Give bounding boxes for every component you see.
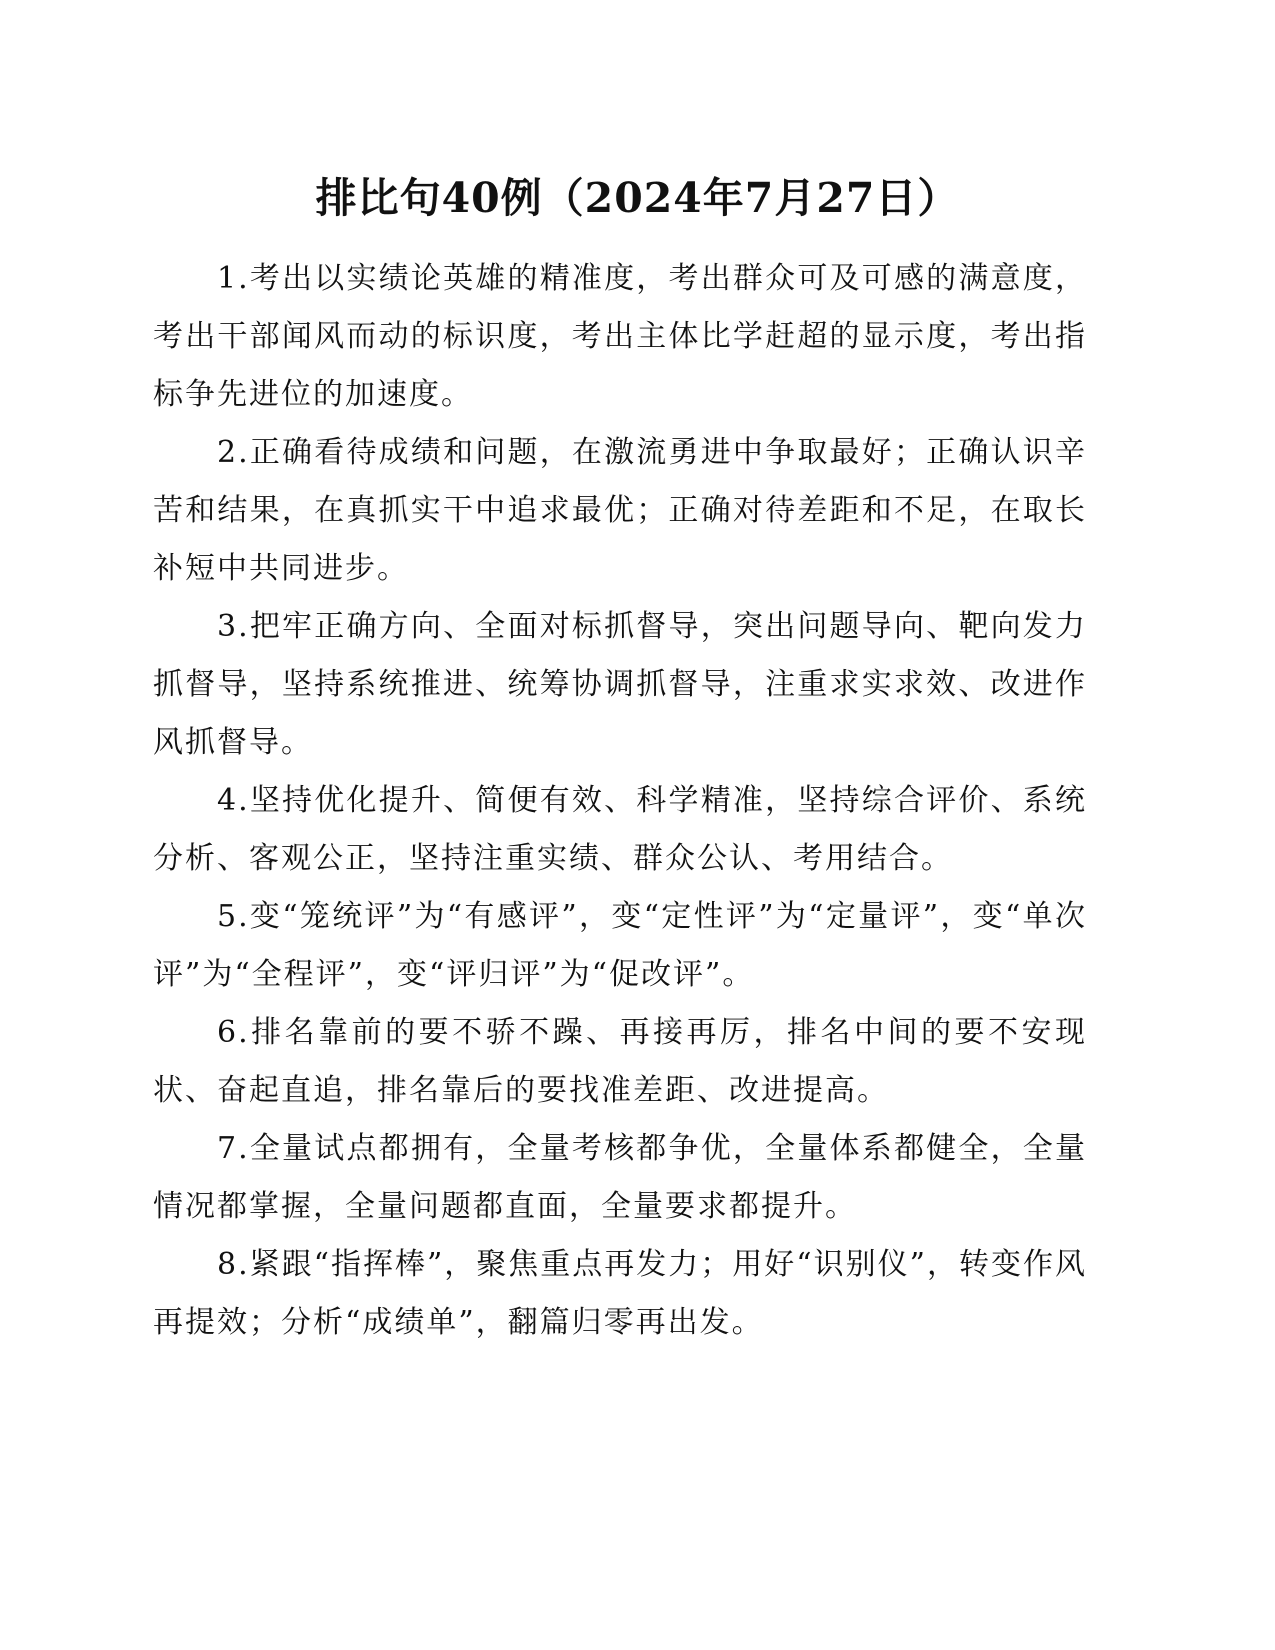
paragraph-5: 5.变“笼统评”为“有感评”，变“定性评”为“定量评”，变“单次评”为“全程评”，变“评归评”为“促改评”。	[153, 899, 1087, 992]
paragraph-7: 7.全量试点都拥有，全量考核都争优，全量体系都健全，全量情况都掌握，全量问题都直面，全量要求都提升。	[153, 1131, 1087, 1224]
paragraph-3: 3.把牢正确方向、全面对标抓督导，突出问题导向、靶向发力抓督导，坚持系统推进、统筹协调抓督导，注重求实求效、改进作风抓督导。	[153, 609, 1087, 760]
paragraph-1: 1.考出以实绩论英雄的精准度，考出群众可及可感的满意度，考出干部闻风而动的标识度，考出主体比学赶超的显示度，考出指标争先进位的加速度。	[153, 261, 1087, 412]
document-title: 排比句40例（2024年7月27日）	[315, 174, 960, 222]
document-body	[153, 250, 1087, 1352]
paragraph-8: 8.紧跟“指挥棒”，聚焦重点再发力；用好“识别仪”，转变作风再提效；分析“成绩单”，翻篇归零再出发。	[153, 1247, 1087, 1340]
paragraph-6: 6.排名靠前的要不骄不躁、再接再厉，排名中间的要不安现状、奋起直追，排名靠后的要找准差距、改进提高。	[153, 1015, 1087, 1108]
paragraph-4: 4.坚持优化提升、简便有效、科学精准，坚持综合评价、系统分析、客观公正，坚持注重实绩、群众公认、考用结合。	[153, 783, 1087, 876]
paragraph-2: 2.正确看待成绩和问题，在激流勇进中争取最好；正确认识辛苦和结果，在真抓实干中追求最优；正确对待差距和不足，在取长补短中共同进步。	[153, 435, 1087, 586]
